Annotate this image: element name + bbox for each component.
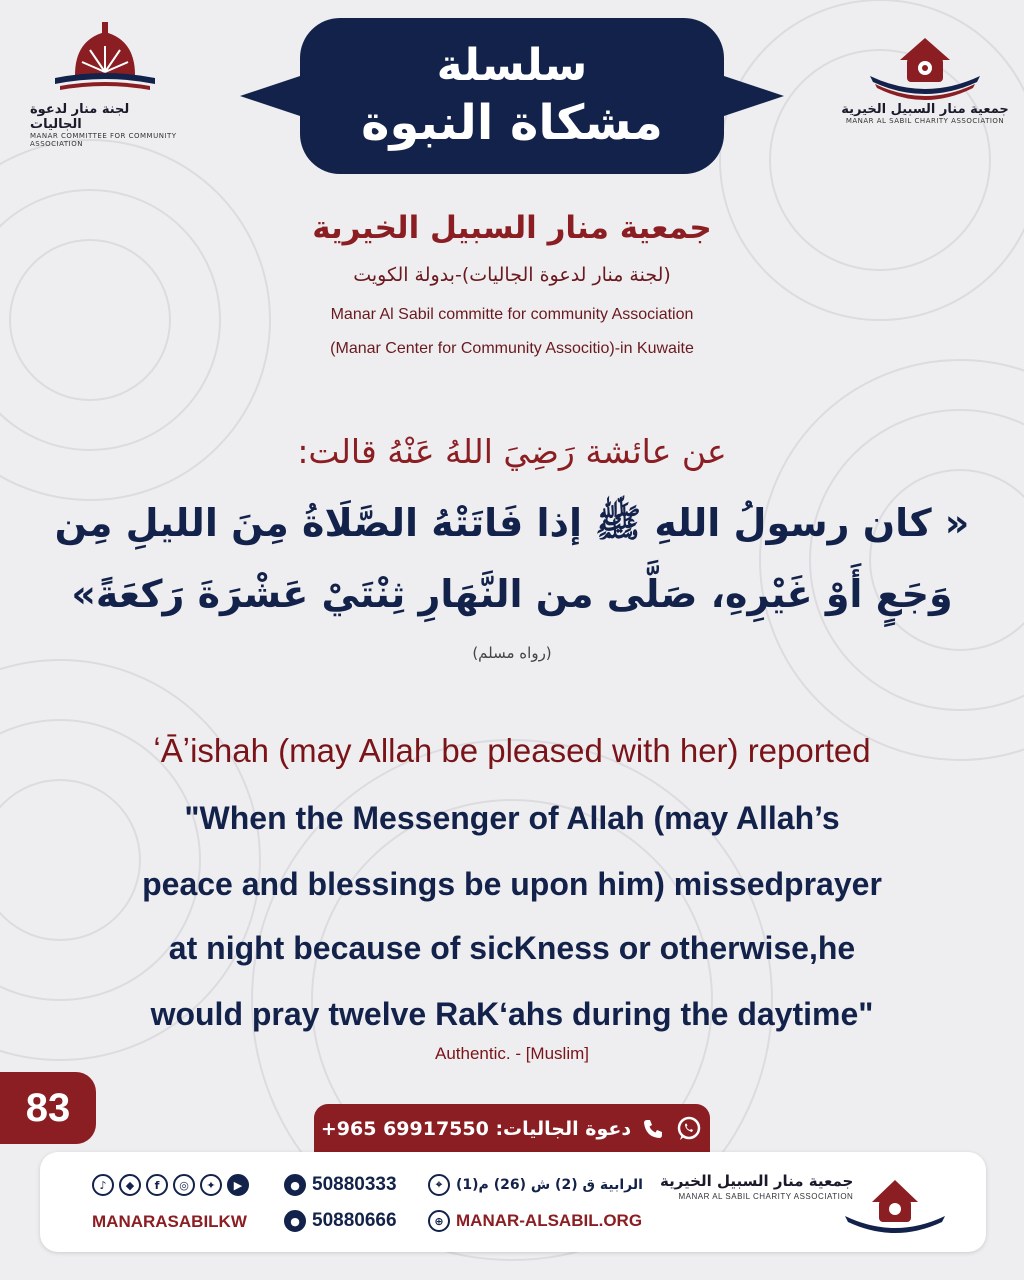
contact-phone-bar[interactable] <box>314 1104 710 1154</box>
logo-left-sub: MANAR COMMITTEE FOR COMMUNITY ASSOCIATION <box>30 132 177 148</box>
address-row <box>428 1174 643 1196</box>
globe-icon: ⊕ <box>428 1210 450 1232</box>
hadith-source-arabic: (رواه مسلم) <box>472 644 552 662</box>
narrator-arabic: عن عائشة رَضِيَ اللهُ عَنْهُ قالت: <box>297 432 727 471</box>
phone-number-2: 50880666 <box>312 1210 397 1231</box>
facebook-icon[interactable]: f <box>146 1174 168 1196</box>
footer-brand-arabic: جمعية منار السبيل الخيرية <box>660 1172 854 1190</box>
website-text: MANAR-ALSABIL.ORG <box>456 1211 643 1230</box>
tiktok-icon[interactable]: ♪ <box>92 1174 114 1196</box>
instagram-icon[interactable]: ◎ <box>173 1174 195 1196</box>
hadith-arabic-line1: « كان رسولُ اللهِ ﷺ إذا فَاتَتْهُ الصَّلَاةُ مِنَ الليلِ مِن <box>54 501 970 545</box>
charity-logo-icon <box>840 1164 950 1240</box>
social-icons-row <box>92 1174 249 1196</box>
reporter-english: ʻĀʼishah (may Allah be pleased with her) reported <box>153 732 871 769</box>
address-text: الرابية ق (2) ش (26) م(1) <box>456 1177 643 1193</box>
series-title-line1: سلسلة <box>436 40 588 91</box>
youtube-icon[interactable]: ▶ <box>227 1174 249 1196</box>
social-handle: MANARASABILKW <box>92 1212 247 1231</box>
charity-logo-icon <box>865 20 985 100</box>
location-pin-icon: ⌖ <box>428 1174 450 1196</box>
contact-phone-label: دعوة الجاليات: 69917550 965+ <box>320 1118 632 1140</box>
footer-contact-card <box>40 1152 986 1252</box>
phone-icon <box>641 1117 665 1141</box>
hadith-english-line2: peace and blessings be upon him) missedprayer <box>142 866 882 902</box>
hadith-english-line1: "When the Messenger of Allah (may Allah’s <box>184 800 840 836</box>
snapchat-icon[interactable]: ◆ <box>119 1174 141 1196</box>
series-title-line2: مشكاة النبوة <box>361 95 663 151</box>
logo-right-caption: جمعية منار السبيل الخيرية <box>841 102 1009 117</box>
footer-brand-text <box>660 1172 853 1201</box>
logo-left-caption: لجنة منار لدعوة الجاليات <box>30 102 130 132</box>
hadith-grade-english: Authentic. - [Muslim] <box>435 1044 589 1063</box>
org-subtitle-english: (Manar Center for Community Associtio)-in Kuwaite <box>330 340 694 357</box>
user-phone-icon: ● <box>284 1210 306 1232</box>
episode-number-badge: 83 <box>0 1072 96 1144</box>
logo-right-sub: MANAR AL SABIL CHARITY ASSOCIATION <box>845 117 1005 125</box>
org-subtitle-arabic: (لجنة منار لدعوة الجاليات)-بدولة الكويت <box>353 264 671 286</box>
hadith-english-line4: would pray twelve RaKʻahs during the daytime" <box>150 996 874 1032</box>
phone-number-1: 50880333 <box>312 1174 397 1195</box>
org-name-english: Manar Al Sabil committe for community Association <box>330 306 694 323</box>
hadith-arabic-line2: وَجَعٍ أَوْ غَيْرِهِ، صَلَّى من النَّهَارِ ثِنْتَيْ عَشْرَةَ رَكعَةً» <box>71 572 953 616</box>
social-handle-row[interactable] <box>92 1212 247 1232</box>
mosque-book-icon <box>50 20 160 100</box>
hadith-english-line3: at night because of sicKness or otherwise,he <box>168 930 856 966</box>
logo-right <box>840 20 1010 125</box>
whatsapp-icon <box>675 1115 703 1143</box>
footer-brand-english: MANAR AL SABIL CHARITY ASSOCIATION <box>678 1192 854 1201</box>
phone1-row[interactable] <box>284 1174 397 1196</box>
twitter-icon[interactable]: ✦ <box>200 1174 222 1196</box>
website-row[interactable] <box>428 1210 642 1232</box>
phone2-row[interactable] <box>284 1210 397 1232</box>
logo-left <box>30 20 180 148</box>
series-title-banner <box>300 18 724 174</box>
user-phone-icon: ● <box>284 1174 306 1196</box>
org-name-arabic: جمعية منار السبيل الخيرية <box>312 210 712 246</box>
